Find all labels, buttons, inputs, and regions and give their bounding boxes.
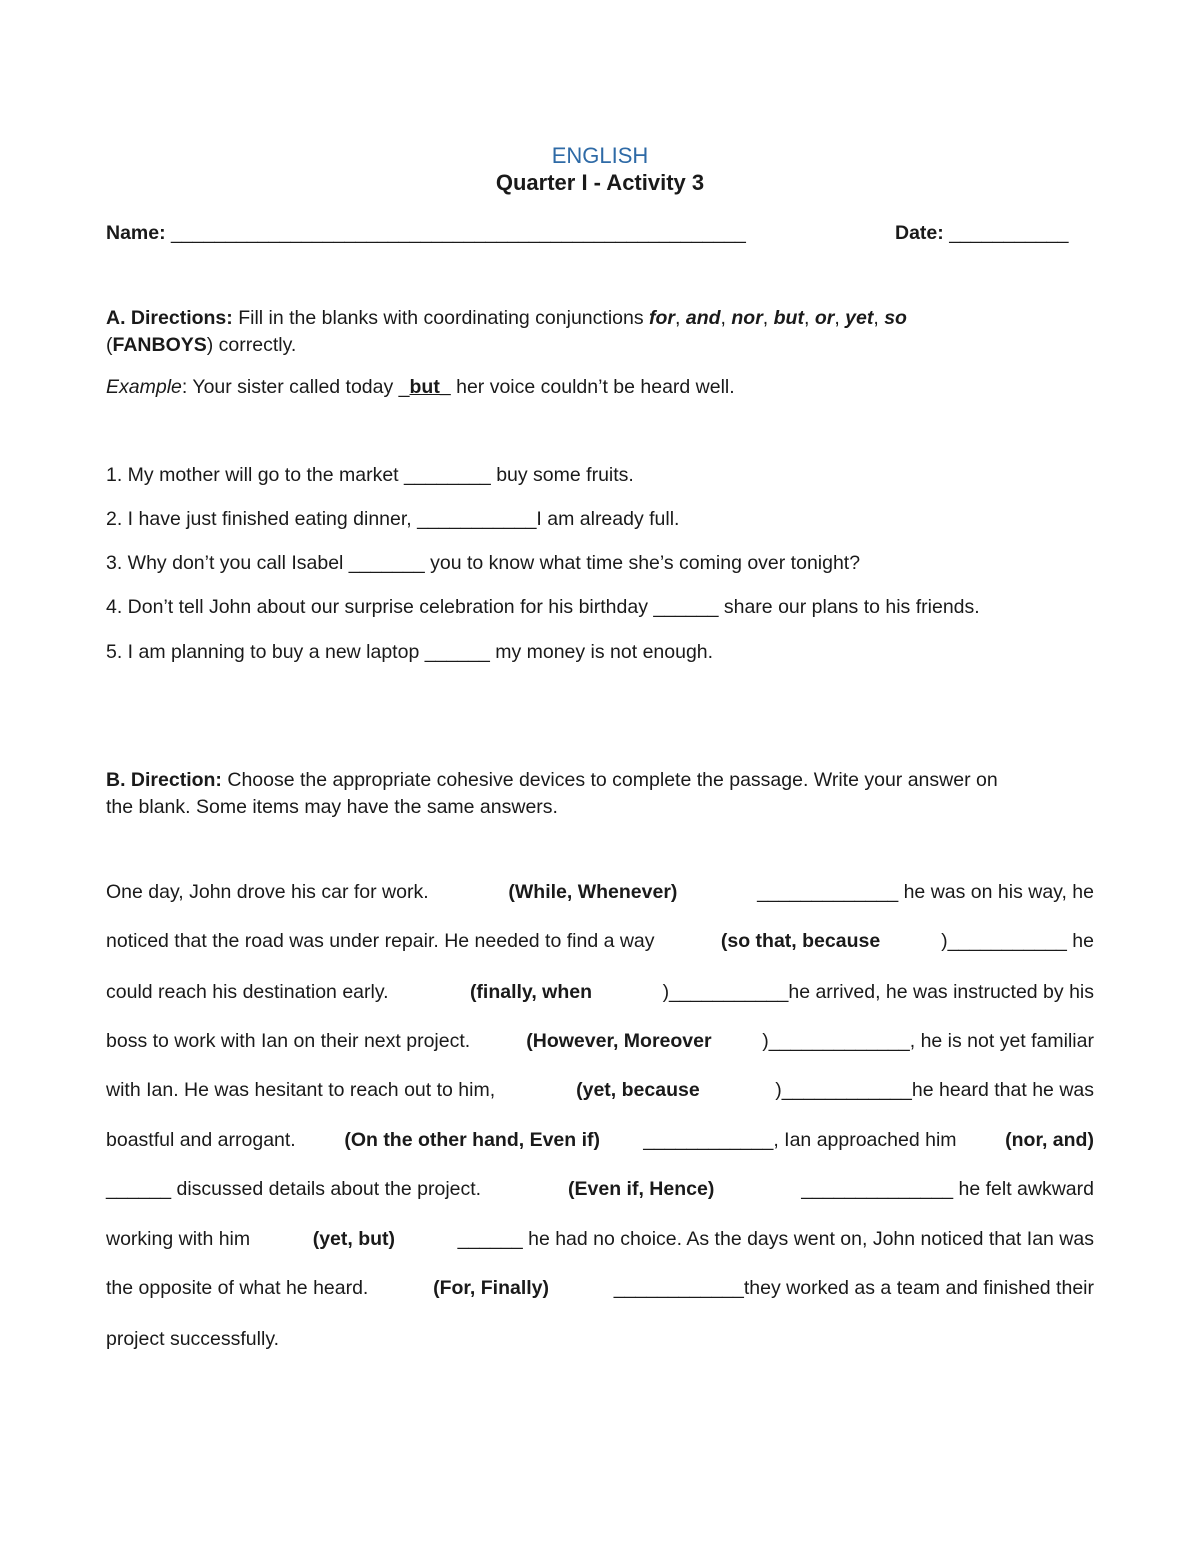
example-text-end: her voice couldn’t be heard well.: [450, 376, 735, 398]
conj-but: but: [773, 307, 804, 329]
sep: ,: [675, 307, 686, 329]
passage-line-5: [106, 1079, 1094, 1102]
passage-line-4: [106, 1030, 1094, 1053]
passage-text: boss to work with Ian on their next project.: [106, 1030, 476, 1052]
passage-text: )____________he heard that he was: [775, 1079, 1094, 1101]
passage-line-6: [106, 1129, 1094, 1152]
conj-so: so: [884, 307, 907, 329]
name-blank[interactable]: _____________________________________________________: [171, 222, 746, 244]
section-b-directions-cont: the blank. Some items may have the same answers.: [106, 796, 558, 818]
passage-text: ______ discussed details about the project.: [106, 1178, 487, 1200]
section-b-text: Choose the appropriate cohesive devices to complete the passage. Write your answer on: [221, 769, 998, 791]
item-5: 5. I am planning to buy a new laptop ______ my money is not enough.: [106, 641, 714, 663]
paren-open: (: [106, 334, 113, 356]
passage-line-2: [106, 930, 1094, 953]
sep: ,: [803, 307, 815, 329]
passage-text: with Ian. He was hesitant to reach out to him,: [106, 1079, 501, 1101]
passage-text: could reach his destination early.: [106, 981, 400, 1003]
choice-4: (However, Moreover: [526, 1030, 712, 1052]
choice-1: (While, Whenever): [508, 881, 678, 903]
example-label: Example: [106, 376, 182, 398]
passage-text: noticed that the road was under repair. He needed to find a way: [106, 930, 660, 952]
passage-text: _____________ he was on his way, he: [751, 881, 1094, 903]
item-2: 2. I have just finished eating dinner, ___________I am already full.: [106, 508, 680, 530]
date-label: Date:: [895, 222, 944, 244]
conj-for: for: [649, 307, 676, 329]
example-text: : Your sister called today _: [181, 376, 410, 398]
section-a-text: Fill in the blanks with coordinating conjunctions: [232, 307, 650, 329]
choice-6: (On the other hand, Even if): [344, 1129, 600, 1151]
passage-line-9: [106, 1277, 1094, 1300]
passage-line-8: [106, 1228, 1094, 1251]
section-b-label: B. Direction:: [106, 769, 222, 791]
choice-9: (yet, but): [312, 1228, 396, 1250]
choice-7: (nor, and): [1005, 1129, 1094, 1151]
conj-and: and: [685, 307, 721, 329]
section-a-directions-cont: [106, 334, 296, 357]
passage-text: One day, John drove his car for work.: [106, 881, 435, 903]
example-line: [106, 376, 735, 399]
passage-text: )___________ he: [941, 930, 1094, 952]
passage-line-7: [106, 1178, 1094, 1201]
passage-text: ______ he had no choice. As the days went on, John noticed that Ian was: [452, 1228, 1094, 1250]
choice-8: (Even if, Hence): [568, 1178, 715, 1200]
subject-title: ENGLISH: [551, 143, 649, 168]
conj-or: or: [814, 307, 835, 329]
section-a-directions: [106, 307, 907, 330]
choice-10: (For, Finally): [433, 1277, 550, 1299]
passage-line-1: [106, 881, 1094, 904]
passage-text: the opposite of what he heard.: [106, 1277, 374, 1299]
fanboys: FANBOYS: [112, 334, 207, 356]
passage-text: ______________ he felt awkward: [795, 1178, 1094, 1200]
section-a-label: A. Directions:: [106, 307, 233, 329]
choice-2: (so that, because: [720, 930, 881, 952]
passage-text: working with him: [106, 1228, 256, 1250]
choice-5: (yet, because: [576, 1079, 700, 1101]
directions-end: ) correctly.: [206, 334, 297, 356]
date-blank[interactable]: ___________: [949, 222, 1069, 244]
item-1: 1. My mother will go to the market ________ buy some fruits.: [106, 464, 634, 486]
passage-text: )___________he arrived, he was instructed by his: [662, 981, 1094, 1003]
item-3: 3. Why don’t you call Isabel _______ you to know what time she’s coming over tonight?: [106, 552, 861, 574]
passage-text: ____________they worked as a team and finished their: [608, 1277, 1094, 1299]
sep: ,: [873, 307, 885, 329]
date-row: [895, 222, 1068, 245]
passage-line-10: project successfully.: [106, 1328, 280, 1350]
conj-nor: nor: [731, 307, 763, 329]
passage-text: )_____________, he is not yet familiar: [762, 1030, 1094, 1052]
choice-3: (finally, when: [469, 981, 593, 1003]
sep: ,: [834, 307, 846, 329]
name-label: Name:: [106, 222, 166, 244]
passage-text: ____________, Ian approached him: [643, 1129, 962, 1151]
item-4: 4. Don’t tell John about our surprise celebration for his birthday ______ share our plans to his friends.: [106, 596, 980, 618]
passage-line-3: [106, 981, 1094, 1004]
activity-title: Quarter I - Activity 3: [495, 170, 705, 195]
passage-text: boastful and arrogant.: [106, 1129, 302, 1151]
sep: ,: [762, 307, 774, 329]
sep: ,: [720, 307, 732, 329]
conj-yet: yet: [845, 307, 874, 329]
section-b-directions: [106, 769, 998, 792]
example-answer: but_: [409, 376, 451, 398]
